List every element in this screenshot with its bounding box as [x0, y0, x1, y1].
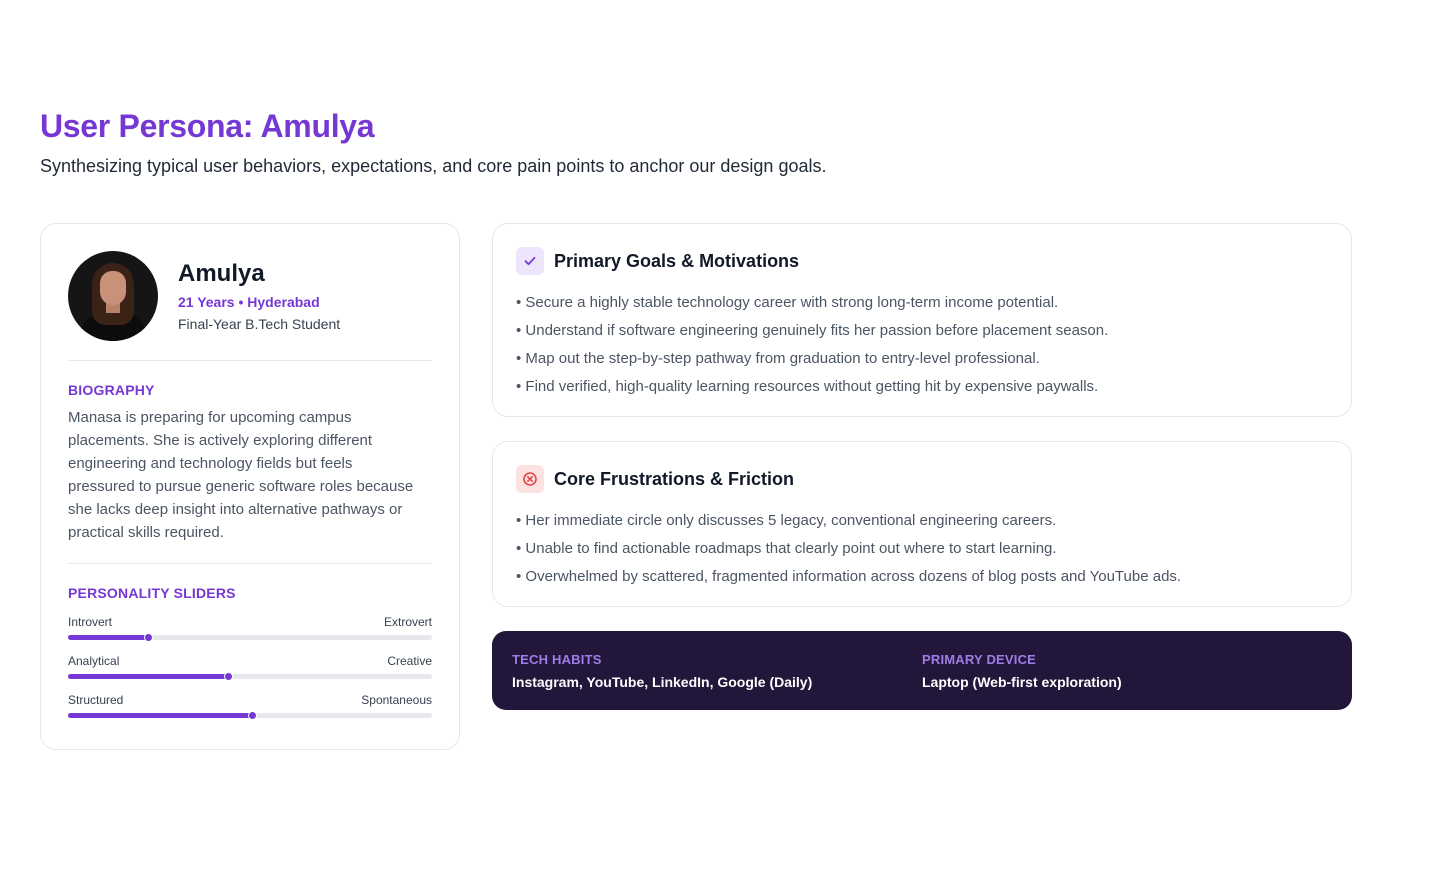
slider-left-label: Structured — [68, 693, 124, 707]
tech-habits-label: TECH HABITS — [512, 652, 602, 667]
profile-name: Amulya — [178, 260, 265, 287]
slider-left-label: Introvert — [68, 615, 113, 629]
tech-habits-strip — [492, 631, 1352, 710]
slider-fill — [68, 674, 228, 679]
profile-header — [68, 251, 432, 341]
slider-right-label: Extrovert — [383, 615, 432, 629]
goals-title: Primary Goals & Motivations — [554, 250, 800, 271]
personality-sliders — [68, 615, 432, 718]
slider-analytical-creative — [68, 654, 432, 679]
list-item: • Unable to find actionable roadmaps that clearly point out where to start learning. — [516, 540, 1057, 557]
check-icon — [516, 247, 544, 275]
avatar — [68, 251, 158, 341]
biography-label: BIOGRAPHY — [68, 382, 155, 398]
tech-habits-value: Instagram, YouTube, LinkedIn, Google (Daily) — [512, 674, 813, 690]
list-item: • Map out the step-by-step pathway from graduation to entry-level professional. — [516, 350, 1040, 367]
divider — [68, 360, 432, 361]
slider-introvert-extrovert — [68, 615, 432, 640]
slider-thumb — [248, 711, 257, 720]
page-subtitle: Synthesizing typical user behaviors, expectations, and core pain points to anchor our design goals. — [40, 156, 827, 176]
page-title: User Persona: Amulya — [40, 108, 375, 144]
biography-text: Manasa is preparing for upcoming campus placements. She is actively exploring different engineering and technology fields but feels pressured to pursue generic software roles because she lacks deep insight into alternative pathways or practical skills required. — [68, 409, 414, 541]
tech-habits — [512, 652, 922, 710]
slider-right-label: Creative — [387, 654, 432, 668]
profile-card — [40, 223, 460, 750]
primary-device-label: PRIMARY DEVICE — [922, 652, 1037, 667]
list-item: • Her immediate circle only discusses 5 legacy, conventional engineering careers. — [516, 512, 1057, 529]
slider-thumb — [144, 633, 153, 642]
list-item: • Secure a highly stable technology career with strong long-term income potential. — [516, 294, 1059, 311]
slider-structured-spontaneous — [68, 693, 432, 718]
slider-thumb — [224, 672, 233, 681]
slider-fill — [68, 635, 148, 640]
slider-track — [68, 635, 432, 640]
list-item: • Overwhelmed by scattered, fragmented information across dozens of blog posts and YouTube ads. — [516, 568, 1182, 585]
slider-left-label: Analytical — [68, 654, 120, 668]
personality-sliders-label: PERSONALITY SLIDERS — [68, 585, 236, 601]
list-item: • Understand if software engineering genuinely fits her passion before placement season. — [516, 322, 1109, 339]
x-circle-icon — [516, 465, 544, 493]
profile-role: Final-Year B.Tech Student — [178, 316, 341, 332]
frustrations-card — [492, 441, 1352, 607]
primary-device — [922, 652, 1332, 710]
slider-fill — [68, 713, 252, 718]
goals-card — [492, 223, 1352, 417]
divider — [68, 563, 432, 564]
slider-right-label: Spontaneous — [361, 693, 432, 707]
primary-device-value: Laptop (Web-first exploration) — [922, 674, 1122, 690]
slider-track — [68, 713, 432, 718]
frustrations-title: Core Frustrations & Friction — [554, 468, 795, 489]
profile-age-location: 21 Years • Hyderabad — [178, 294, 320, 310]
frustrations-list — [516, 507, 1328, 591]
slider-track — [68, 674, 432, 679]
goals-list — [516, 289, 1328, 401]
profile-info — [178, 259, 340, 333]
list-item: • Find verified, high-quality learning resources without getting hit by expensive paywalls. — [516, 378, 1099, 395]
